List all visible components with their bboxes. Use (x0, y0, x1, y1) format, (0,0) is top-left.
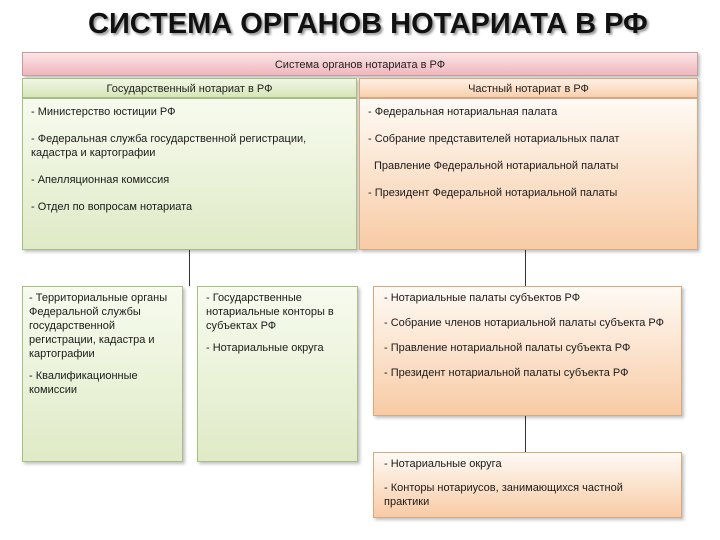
list-item: - Правление нотариальной палаты субъекта РФ (384, 342, 631, 354)
state-bodies-box (22, 98, 357, 250)
list-item: - Нотариальные палаты субъектов РФ (384, 292, 581, 304)
state-bodies-list (23, 99, 356, 231)
territorial-bodies-list (23, 287, 182, 409)
list-item: - Президент нотариальной палаты субъекта РФ (384, 367, 629, 379)
notarial-districts-list (374, 453, 681, 521)
connector-right-vertical-bottom (525, 416, 526, 452)
list-item: - Нотариальные округа (206, 342, 324, 354)
regional-chambers-box (373, 286, 682, 416)
private-bodies-box (359, 98, 698, 250)
list-item: - Собрание представителей нотариальных палат (368, 133, 620, 145)
notarial-districts-box (373, 452, 682, 518)
list-item: - Государственные нотариальные конторы в субъектах РФ (206, 292, 334, 332)
state-notariat-header: Государственный нотариат в РФ (22, 78, 357, 98)
list-item: - Квалификационные комиссии (29, 370, 138, 396)
territorial-bodies-box (22, 286, 183, 462)
list-item: - Конторы нотариусов, занимающихся частной практики (384, 482, 623, 508)
diagram-header: Система органов нотариата в РФ (22, 52, 698, 76)
list-item: - Территориальные органы Федеральной службы государственной регистрации, кадастра и картографии (29, 292, 168, 360)
regional-chambers-list (374, 287, 681, 392)
state-offices-list (198, 287, 357, 367)
list-item: - Собрание членов нотариальной палаты субъекта РФ (384, 317, 664, 329)
list-item: - Министерство юстиции РФ (31, 106, 176, 118)
list-item: - Нотариальные округа (384, 458, 502, 470)
list-item: - Отдел по вопросам нотариата (31, 201, 193, 213)
connector-left-vertical (189, 250, 190, 286)
list-item: - Президент Федеральной нотариальной палаты (368, 187, 618, 199)
state-offices-box (197, 286, 358, 462)
page-title: СИСТЕМА ОРГАНОВ НОТАРИАТА В РФ (88, 8, 648, 40)
connector-right-vertical-top (525, 250, 526, 286)
private-notariat-header: Частный нотариат в РФ (359, 78, 698, 98)
private-bodies-list (360, 99, 697, 217)
list-item: - Федеральная служба государственной регистрации, кадастра и картографии (31, 133, 307, 159)
list-item: - Федеральная нотариальная палата (368, 106, 558, 118)
list-item: - Апелляционная комиссия (31, 174, 170, 186)
list-item: Правление Федеральной нотариальной палаты (374, 160, 619, 172)
